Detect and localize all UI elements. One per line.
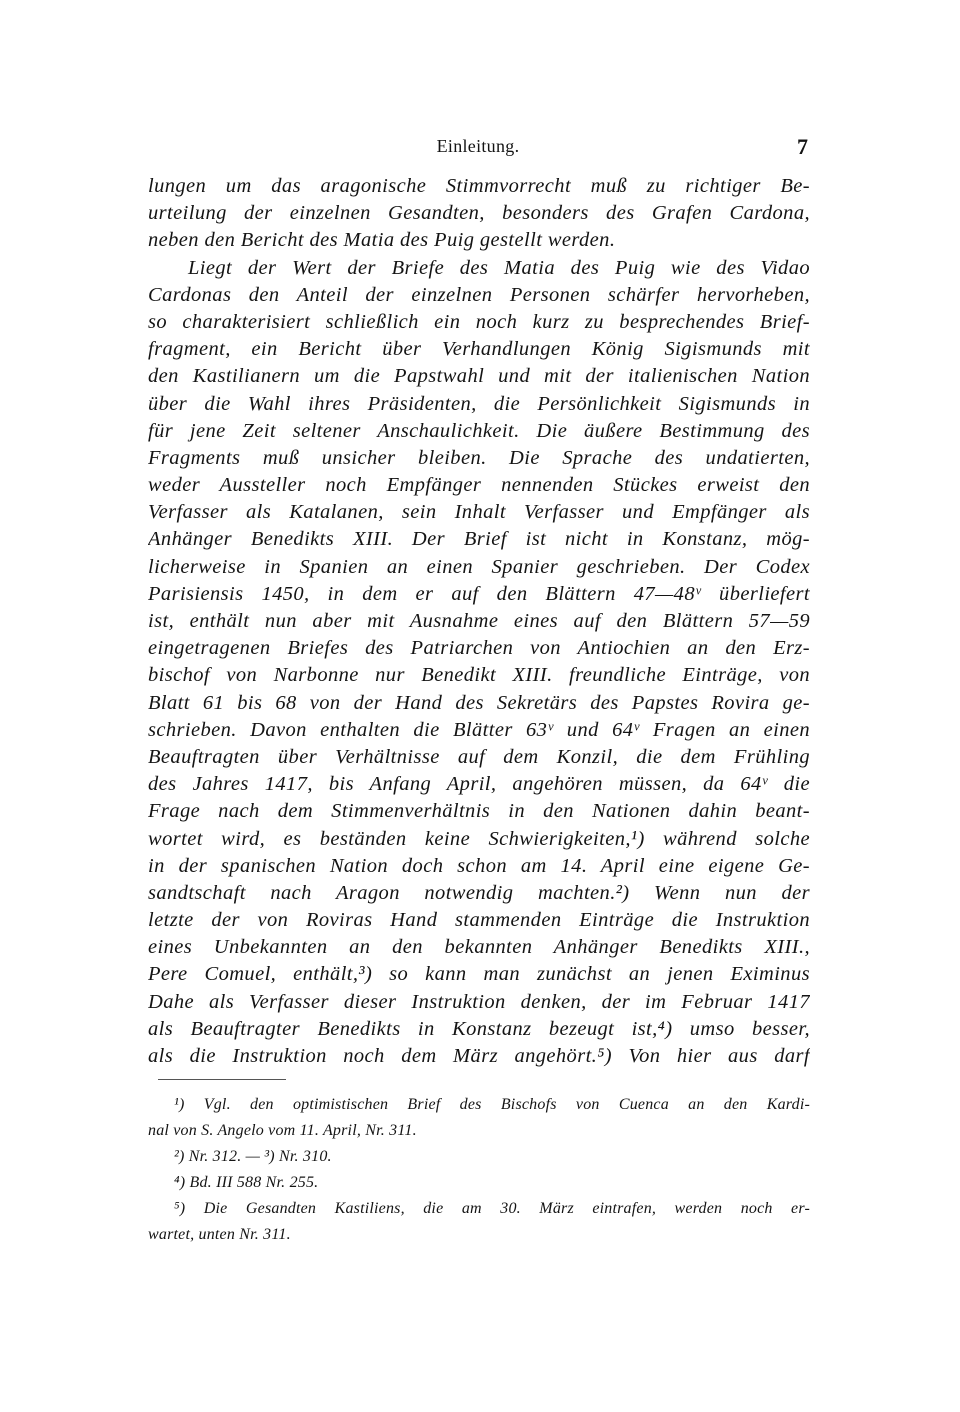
body-line: Cardonas den Anteil der einzelnen Personen schärfer hervorheben, (148, 283, 810, 306)
body-line: als die Instruktion noch dem März angehört.⁵) Von hier aus darf (148, 1045, 810, 1067)
body-line: Fragments muß unsicher bleiben. Die Sprache des undatierten, (148, 446, 810, 469)
body-line: weder Aussteller noch Empfänger nennenden Stückes erweist den (148, 474, 810, 497)
footnote-line: ⁴) Bd. III 588 Nr. 255. (174, 1174, 319, 1191)
running-head-title: Einleitung. (436, 136, 520, 156)
body-line: des Jahres 1417, bis Anfang April, angehören müssen, da 64ᵛ die (148, 773, 810, 796)
footnote-line: ²) Nr. 312. — ³) Nr. 310. (174, 1148, 332, 1165)
body-line: eingetragenen Briefes des Patriarchen von Antiochien an den Erz- (148, 637, 810, 660)
body-line: in der spanischen Nation doch schon am 14. April eine eigene Ge- (148, 854, 810, 877)
body-text (148, 173, 810, 1070)
body-line: so charakterisiert schließlich ein noch kurz zu besprechendes Brief- (148, 310, 810, 333)
body-line: als Beauftragter Benedikts in Konstanz bezeugt ist,⁴) umso besser, (148, 1017, 810, 1040)
body-line: licherweise in Spanien an einen Spanier geschrieben. Der Codex (148, 555, 810, 578)
body-line: Liegt der Wert der Briefe des Matia des Puig wie des Vidao (188, 256, 810, 279)
footnote-line: nal von S. Angelo vom 11. April, Nr. 311. (148, 1122, 417, 1139)
body-line: Blatt 61 bis 68 von der Hand des Sekretärs des Papstes Rovira ge- (148, 691, 810, 714)
footnote-line: ¹) Vgl. den optimistischen Brief des Bischofs von Cuenca an den Kardi- (174, 1096, 810, 1113)
body-line: urteilung der einzelnen Gesandten, besonders des Grafen Cardona, (148, 202, 810, 225)
body-line: sandtschaft nach Aragon notwendig machten.²) Wenn nun der (148, 881, 810, 904)
footnote-separator (158, 1079, 286, 1080)
body-line: Frage nach dem Stimmenverhältnis in den Nationen dahin beant- (148, 800, 810, 823)
body-line: ist, enthält nun aber mit Ausnahme eines auf den Blättern 57—59 (148, 610, 810, 632)
body-line: eines Unbekannten an den bekannten Anhänger Benedikts XIII., (148, 936, 810, 959)
body-line: neben den Bericht des Matia des Puig gestellt werden. (148, 229, 616, 252)
body-line: für jene Zeit seltener Anschaulichkeit. Die äußere Bestimmung des (148, 419, 810, 442)
body-line: letzte der von Roviras Hand stammenden Einträge die Instruktion (148, 909, 810, 932)
body-line: bischof von Narbonne nur Benedikt XIII. freundliche Einträge, von (148, 664, 810, 687)
footnote-line: ⁵) Die Gesandten Kastiliens, die am 30. März eintrafen, werden noch er- (174, 1200, 810, 1217)
body-line: den Kastilianern um die Papstwahl und mit der italienischen Nation (148, 365, 810, 388)
body-line: fragment, ein Bericht über Verhandlungen König Sigismunds mit (148, 338, 810, 361)
body-line: über die Wahl ihres Präsidenten, die Persönlichkeit Sigismunds in (148, 392, 810, 415)
running-head (148, 136, 808, 162)
body-line: Dahe als Verfasser dieser Instruktion denken, der im Februar 1417 (148, 990, 810, 1013)
body-line: Anhänger Benedikts XIII. Der Brief ist nicht in Konstanz, mög- (148, 528, 810, 551)
body-line: Pere Comuel, enthält,³) so kann man zunächst an jenen Eximinus (148, 963, 810, 986)
body-line: Beauftragten über Verhältnisse auf dem Konzil, die dem Frühling (148, 745, 810, 768)
page-number: 7 (797, 134, 808, 159)
body-line: lungen um das aragonische Stimmvorrecht muß zu richtiger Be- (148, 175, 810, 197)
body-line: wortet wird, es beständen keine Schwierigkeiten,¹) während solche (148, 827, 810, 850)
body-line: Parisiensis 1450, in dem er auf den Blättern 47—48ᵛ überliefert (148, 582, 810, 605)
footnote-line: wartet, unten Nr. 311. (148, 1226, 291, 1243)
footnotes (148, 1092, 810, 1248)
body-line: schrieben. Davon enthalten die Blätter 63ᵛ und 64ᵛ Fragen an einen (148, 718, 810, 741)
body-line: Verfasser als Katalanen, sein Inhalt Verfasser und Empfänger als (148, 501, 810, 524)
